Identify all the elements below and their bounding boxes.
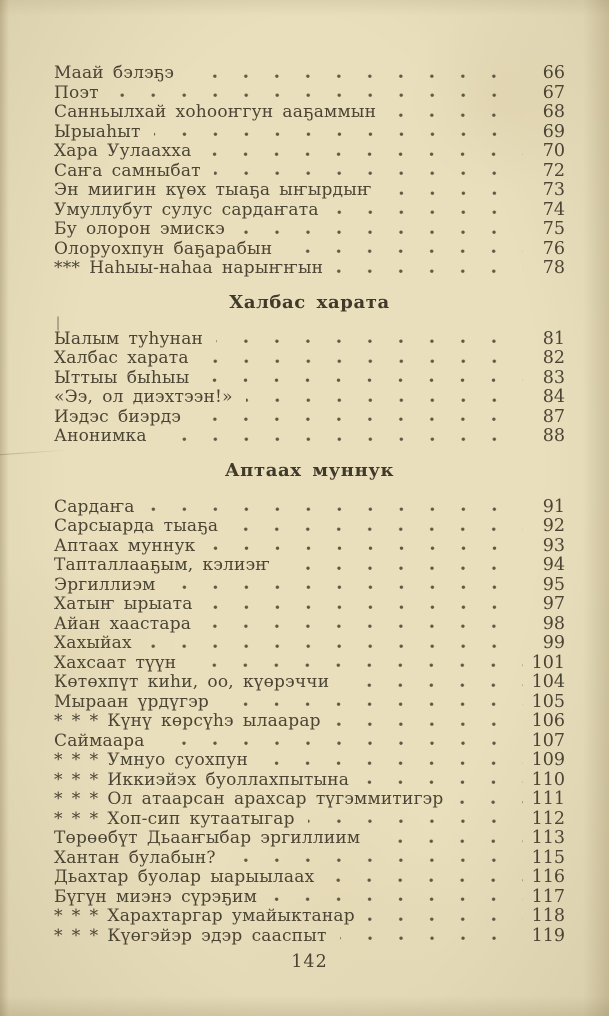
dot-leader bbox=[368, 917, 523, 923]
toc-entry bbox=[54, 615, 565, 635]
entry-page-number: 113 bbox=[531, 828, 565, 848]
entry-page-number: 78 bbox=[542, 258, 565, 278]
toc-entry bbox=[54, 927, 565, 947]
entry-page-number: 98 bbox=[542, 613, 565, 634]
dot-leader bbox=[373, 839, 522, 845]
entry-page-number: 82 bbox=[542, 348, 565, 368]
entry-title: Хахыйах bbox=[54, 633, 132, 653]
entry-page-number: 118 bbox=[531, 906, 565, 926]
dot-leader bbox=[202, 359, 523, 365]
dot-leader bbox=[362, 780, 522, 786]
toc-entry bbox=[54, 220, 565, 240]
dot-leader bbox=[154, 132, 523, 138]
toc-entry bbox=[54, 849, 565, 869]
dot-leader bbox=[385, 191, 523, 197]
entry-page-number: 104 bbox=[531, 672, 565, 692]
toc-entry bbox=[54, 84, 565, 104]
entry-page-number: 67 bbox=[542, 82, 565, 103]
entry-title: Сарсыарда тыаҕа bbox=[54, 516, 219, 536]
entry-title: Халбас харата bbox=[54, 348, 189, 368]
entry-title: Дьахтар буолар ыарыылаах bbox=[54, 867, 315, 887]
toc-entry bbox=[54, 517, 565, 537]
entry-page-number: 68 bbox=[542, 102, 565, 122]
dot-leader bbox=[238, 230, 523, 236]
toc-entry bbox=[54, 810, 565, 830]
entry-title: Аптаах муннук bbox=[54, 535, 196, 556]
dot-leader bbox=[456, 800, 522, 806]
entry-title: Сардаҥа bbox=[54, 496, 135, 517]
dot-leader bbox=[334, 722, 523, 728]
entry-title: Иэдэс биэрдэ bbox=[54, 406, 182, 427]
dot-leader bbox=[204, 152, 523, 158]
dot-leader bbox=[148, 507, 523, 513]
dot-leader bbox=[332, 210, 523, 216]
entry-title: Ыалым туһунан bbox=[54, 328, 204, 349]
dot-leader bbox=[285, 249, 523, 255]
toc-entry bbox=[54, 693, 565, 713]
dot-leader bbox=[187, 74, 523, 80]
entry-page-number: 116 bbox=[531, 867, 565, 887]
toc-entry bbox=[54, 162, 565, 182]
entry-page-number: 97 bbox=[542, 594, 565, 614]
entry-page-number: 110 bbox=[531, 769, 565, 790]
toc-section bbox=[54, 293, 565, 447]
entry-title: Эн миигин күөх тыаҕа ыҥырдыҥ bbox=[54, 180, 372, 200]
toc-entry bbox=[54, 634, 565, 654]
dot-leader bbox=[160, 437, 523, 443]
entry-title: * * * Ол атаарсан арахсар түгэммитигэр bbox=[54, 789, 444, 809]
entry-page-number: 106 bbox=[531, 711, 565, 731]
entry-title: * * * Умнуо суохпун bbox=[54, 750, 249, 770]
toc-entry bbox=[54, 240, 565, 260]
entry-page-number: 92 bbox=[542, 516, 565, 536]
entry-title: Төрөөбүт Дьааҥыбар эргиллиим bbox=[54, 828, 361, 848]
toc-entry bbox=[54, 732, 565, 752]
dot-leader bbox=[222, 702, 523, 708]
entry-page-number: 111 bbox=[531, 789, 565, 809]
entry-title: Маай бэлэҕэ bbox=[54, 63, 175, 83]
table-of-contents bbox=[54, 64, 565, 946]
dot-leader bbox=[327, 878, 522, 884]
entry-page-number: 88 bbox=[542, 426, 565, 446]
entry-title: Саҥа самныбат bbox=[54, 160, 201, 181]
entry-page-number: 112 bbox=[531, 808, 565, 829]
entry-page-number: 87 bbox=[542, 406, 565, 427]
entry-page-number: 94 bbox=[542, 555, 565, 575]
dot-leader bbox=[158, 741, 523, 747]
dot-leader bbox=[169, 585, 523, 591]
entry-title: *** Наһыы-наһаа нарыҥҥын bbox=[54, 258, 324, 278]
dot-leader bbox=[246, 398, 523, 404]
toc-entry bbox=[54, 537, 565, 557]
entry-title: Айан хаастара bbox=[54, 613, 192, 634]
toc-entry bbox=[54, 427, 565, 447]
entry-page-number: 75 bbox=[542, 219, 565, 239]
entry-page-number: 95 bbox=[542, 574, 565, 595]
dot-leader bbox=[261, 761, 523, 767]
entry-title: Умуллубут сулус сардаҥата bbox=[54, 199, 319, 220]
dot-leader bbox=[189, 663, 522, 669]
dot-leader bbox=[194, 417, 523, 423]
entry-page-number: 81 bbox=[542, 328, 565, 349]
entry-page-number: 83 bbox=[542, 367, 565, 388]
dot-leader bbox=[336, 269, 523, 275]
toc-entry bbox=[54, 868, 565, 888]
toc-entry bbox=[54, 576, 565, 596]
section-heading: Халбас харата bbox=[229, 291, 390, 313]
section-heading: Аптаах муннук bbox=[224, 459, 395, 481]
dot-leader bbox=[204, 624, 523, 630]
toc-entry bbox=[54, 64, 565, 84]
entry-title: * * * Күөгэйэр эдэр сааспыт bbox=[54, 925, 327, 946]
entry-page-number: 84 bbox=[542, 387, 565, 407]
entry-page-number: 91 bbox=[542, 496, 565, 517]
entry-page-number: 107 bbox=[531, 730, 565, 751]
dot-leader bbox=[308, 819, 523, 825]
entry-page-number: 70 bbox=[542, 141, 565, 161]
entry-title: Саймаара bbox=[54, 730, 145, 751]
toc-entry bbox=[54, 556, 565, 576]
toc-entry bbox=[54, 259, 565, 279]
toc-entry bbox=[54, 498, 565, 518]
entry-title: * * * Күнү көрсүһэ ылаарар bbox=[54, 711, 321, 731]
toc-entry bbox=[54, 790, 565, 810]
dot-leader bbox=[270, 897, 523, 903]
entry-page-number: 99 bbox=[542, 633, 565, 653]
toc-entry bbox=[54, 595, 565, 615]
entry-title: Бу олорон эмискэ bbox=[54, 219, 225, 239]
entry-page-number: 69 bbox=[542, 121, 565, 142]
entry-title: Олоруохпун баҕарабын bbox=[54, 238, 273, 259]
entry-title: Ыттыы быһыы bbox=[54, 367, 190, 388]
toc-entry bbox=[54, 388, 565, 408]
toc-entry bbox=[54, 712, 565, 732]
entry-page-number: 72 bbox=[542, 160, 565, 181]
entry-title: * * * Хоп-сип кутаатыгар bbox=[54, 808, 295, 829]
entry-title: «Ээ, ол диэхтээн!» bbox=[54, 387, 233, 407]
entry-page-number: 101 bbox=[531, 652, 565, 673]
entry-title: Хара Уулаахха bbox=[54, 141, 192, 161]
toc-entry bbox=[54, 181, 565, 201]
entry-title: Бүгүн миэнэ сүрэҕим bbox=[54, 886, 257, 907]
toc-entry bbox=[54, 330, 565, 350]
toc-section bbox=[54, 461, 565, 947]
toc-entry bbox=[54, 142, 565, 162]
toc-entry bbox=[54, 829, 565, 849]
entry-title: Поэт bbox=[54, 82, 99, 103]
entry-title: Мыраан үрдүгэр bbox=[54, 691, 209, 712]
toc-entry bbox=[54, 408, 565, 428]
entry-page-number: 119 bbox=[531, 925, 565, 946]
toc-entry bbox=[54, 751, 565, 771]
entry-title: Тапталлааҕым, кэлиэҥ bbox=[54, 555, 270, 575]
entry-title: Анонимка bbox=[54, 426, 147, 446]
dot-leader bbox=[340, 936, 523, 942]
dot-leader bbox=[206, 605, 523, 611]
entry-page-number: 73 bbox=[542, 180, 565, 200]
toc-entry bbox=[54, 654, 565, 674]
dot-leader bbox=[342, 683, 522, 689]
toc-entry bbox=[54, 907, 565, 927]
dot-leader bbox=[209, 546, 524, 552]
entry-page-number: 109 bbox=[531, 750, 565, 770]
dot-leader bbox=[145, 644, 523, 650]
dot-leader bbox=[112, 93, 523, 99]
entry-title: Ырыаһыт bbox=[54, 121, 141, 142]
folio-page-number: 142 bbox=[291, 952, 328, 972]
dot-leader bbox=[202, 378, 523, 384]
toc-entry bbox=[54, 369, 565, 389]
entry-title: Хантан булабын? bbox=[54, 847, 216, 868]
stray-ink-mark: | bbox=[56, 313, 61, 331]
entry-title: Хахсаат түүн bbox=[54, 652, 177, 673]
entry-page-number: 74 bbox=[542, 199, 565, 220]
entry-title: Хатыҥ ырыата bbox=[54, 594, 193, 614]
entry-page-number: 66 bbox=[542, 63, 565, 83]
entry-title: Эргиллиэм bbox=[54, 574, 156, 595]
entry-page-number: 105 bbox=[531, 691, 565, 712]
dot-leader bbox=[389, 113, 523, 119]
entry-title: * * * Харахтаргар умайыктанар bbox=[54, 906, 355, 926]
toc-entry bbox=[54, 103, 565, 123]
toc-entry bbox=[54, 123, 565, 143]
toc-entry bbox=[54, 888, 565, 908]
dot-leader bbox=[283, 566, 523, 572]
toc-entry bbox=[54, 349, 565, 369]
toc-entry bbox=[54, 201, 565, 221]
entry-page-number: 115 bbox=[531, 847, 565, 868]
toc-entry bbox=[54, 771, 565, 791]
dot-leader bbox=[231, 527, 523, 533]
entry-page-number: 93 bbox=[542, 535, 565, 556]
toc-entry bbox=[54, 673, 565, 693]
dot-leader bbox=[229, 858, 523, 864]
entry-title: * * * Иккиэйэх буоллахпытына bbox=[54, 769, 350, 790]
entry-title: Көтөхпүт киһи, оо, күөрэччи bbox=[54, 672, 330, 692]
toc-section bbox=[54, 64, 565, 279]
dot-leader bbox=[214, 171, 523, 177]
dot-leader bbox=[216, 339, 523, 345]
entry-title: Санньылхай хоһооҥгун ааҕаммын bbox=[54, 102, 377, 122]
entry-page-number: 76 bbox=[542, 238, 565, 259]
entry-page-number: 117 bbox=[531, 886, 565, 907]
